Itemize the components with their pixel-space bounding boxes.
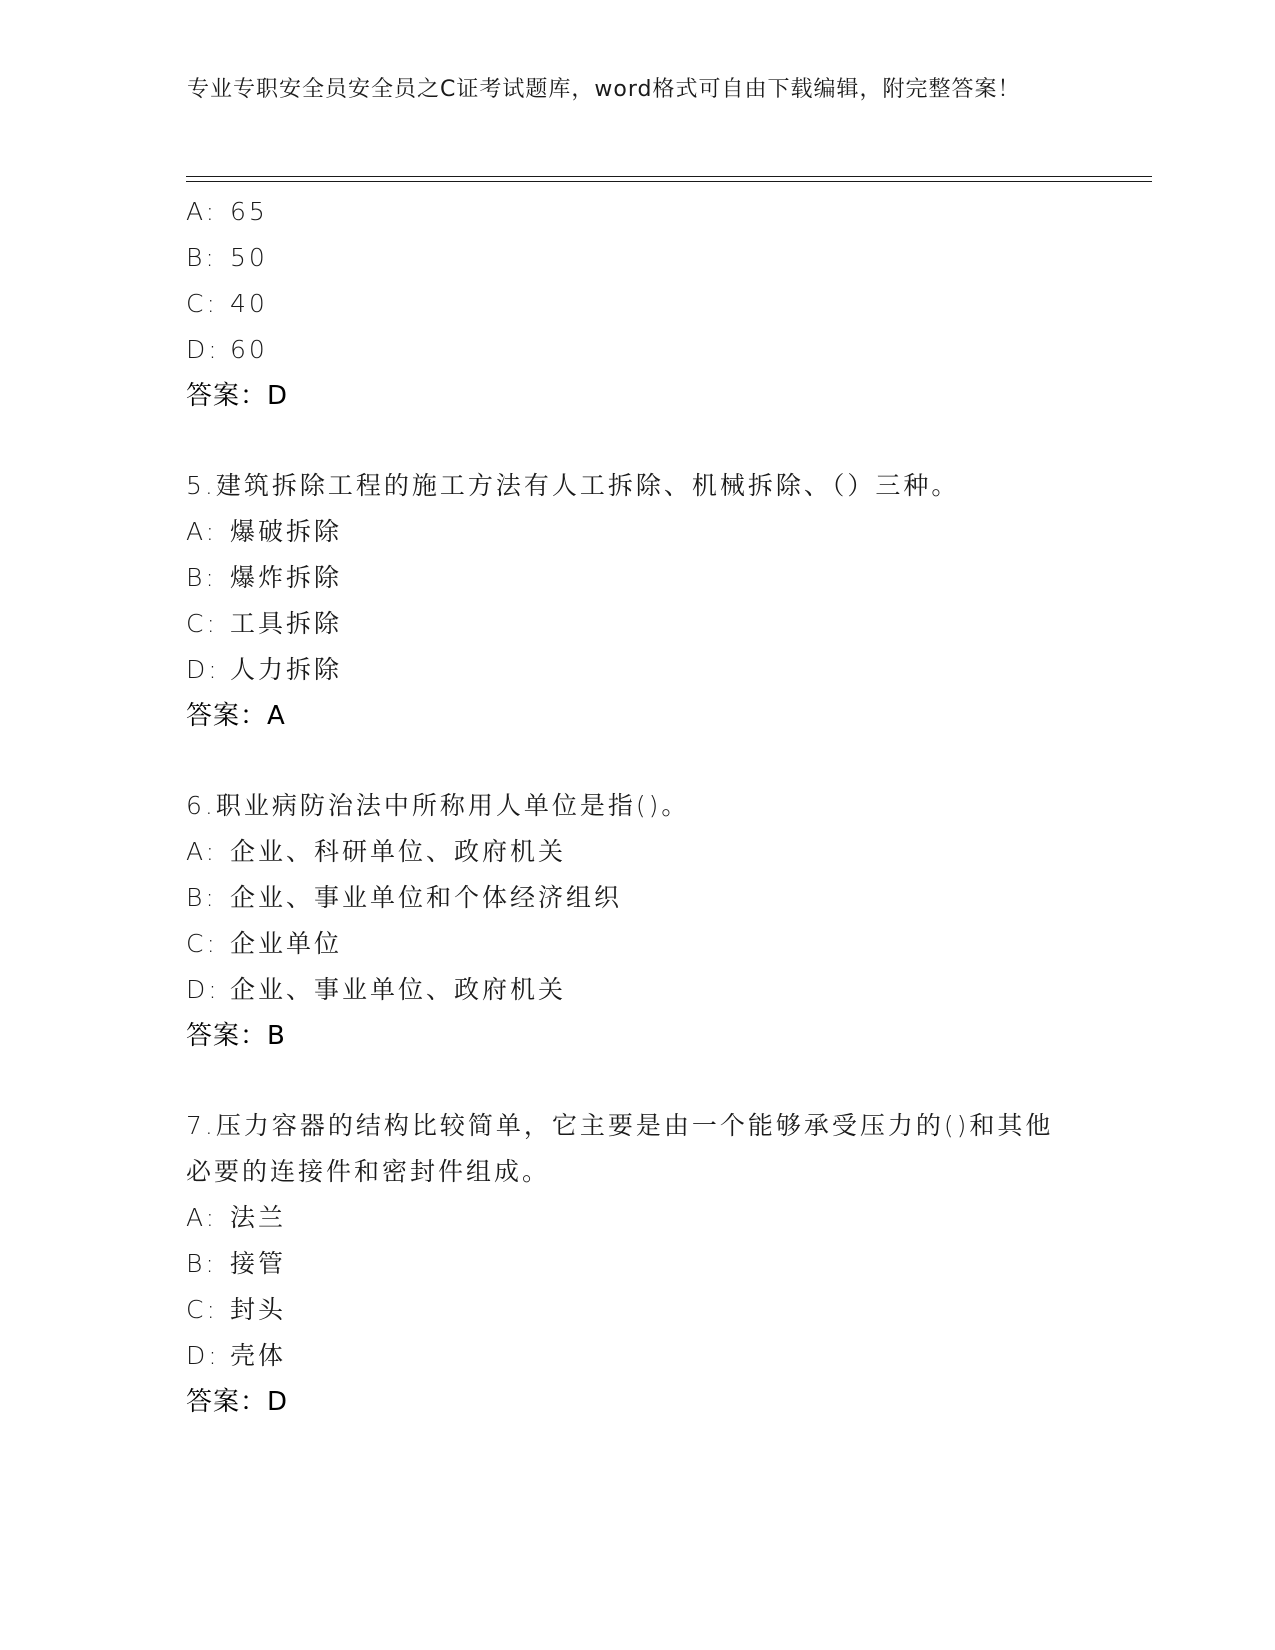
option-label: B: — [186, 243, 217, 272]
option-c — [186, 1287, 1086, 1333]
option-text: 爆破拆除 — [230, 517, 343, 546]
answer: 答案：D — [186, 381, 289, 411]
option-label: D: — [186, 655, 220, 684]
option-b — [186, 875, 1086, 921]
option-d — [186, 1333, 1086, 1379]
answer: 答案：A — [186, 701, 286, 731]
option-text: 40 — [230, 289, 268, 318]
option-label: B: — [186, 563, 217, 592]
option-label: D: — [186, 975, 220, 1004]
question-list — [186, 189, 1086, 1425]
option-text: 法兰 — [230, 1203, 287, 1232]
option-c — [186, 281, 1086, 327]
option-label: B: — [186, 883, 217, 912]
option-label: C: — [186, 1295, 218, 1324]
option-b — [186, 235, 1086, 281]
header-divider-top — [186, 176, 1152, 177]
answer: 答案：D — [186, 1387, 289, 1417]
option-label: D: — [186, 335, 220, 364]
option-text: 封头 — [230, 1295, 287, 1324]
question-text: 6.职业病防治法中所称用人单位是指()。 — [186, 791, 690, 820]
option-text: 60 — [230, 335, 268, 364]
question-text: 7.压力容器的结构比较简单，它主要是由一个能够承受压力的()和其他必要的连接件和密封件组成。 — [186, 1111, 1054, 1186]
option-text: 企业、事业单位和个体经济组织 — [230, 883, 623, 912]
answer: 答案：B — [186, 1021, 286, 1051]
option-label: C: — [186, 929, 218, 958]
option-c — [186, 601, 1086, 647]
option-b — [186, 1241, 1086, 1287]
option-text: 人力拆除 — [230, 655, 343, 684]
option-d — [186, 647, 1086, 693]
option-text: 65 — [230, 197, 268, 226]
header-divider-bottom — [186, 181, 1152, 182]
option-label: A: — [186, 517, 218, 546]
option-c — [186, 921, 1086, 967]
option-text: 企业单位 — [230, 929, 343, 958]
option-text: 工具拆除 — [230, 609, 343, 638]
option-label: C: — [186, 289, 218, 318]
option-text: 企业、科研单位、政府机关 — [230, 837, 567, 866]
option-text: 企业、事业单位、政府机关 — [230, 975, 567, 1004]
option-label: B: — [186, 1249, 217, 1278]
option-label: A: — [186, 1203, 218, 1232]
option-label: D: — [186, 1341, 220, 1370]
question-7 — [186, 1103, 1086, 1425]
option-label: A: — [186, 837, 218, 866]
option-text: 接管 — [230, 1249, 287, 1278]
option-d — [186, 967, 1086, 1013]
document-header: 专业专职安全员安全员之C证考试题库，word格式可自由下载编辑，附完整答案！ — [187, 77, 1021, 102]
option-a — [186, 509, 1086, 555]
option-text: 壳体 — [230, 1341, 287, 1370]
option-b — [186, 555, 1086, 601]
option-a — [186, 829, 1086, 875]
option-a — [186, 1195, 1086, 1241]
option-text: 爆炸拆除 — [230, 563, 343, 592]
option-a — [186, 189, 1086, 235]
question-5 — [186, 463, 1086, 739]
option-text: 50 — [230, 243, 268, 272]
option-label: C: — [186, 609, 218, 638]
option-d — [186, 327, 1086, 373]
question-6 — [186, 783, 1086, 1059]
option-label: A: — [186, 197, 218, 226]
question-text: 5.建筑拆除工程的施工方法有人工拆除、机械拆除、（）三种。 — [186, 471, 960, 500]
question-4 — [186, 189, 1086, 419]
